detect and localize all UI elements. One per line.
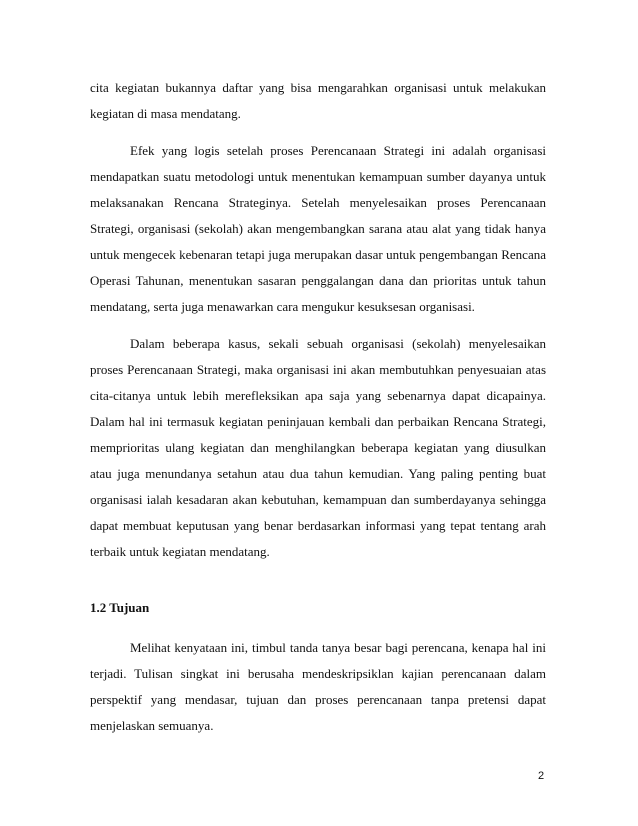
paragraph-strategy-effect: Efek yang logis setelah proses Perencanaan Strategi ini adalah organisasi mendapatkan suatu metodologi untuk menentukan kemampuan sumber dayanya untuk melaksanakan Rencana Strateginya. Setelah menyelesaikan proses Perencanaan Strategi, organisasi (sekolah) akan mengembangkan sarana atau alat yang tidak hanya untuk mengecek kebenaran tetapi juga merupakan dasar untuk pengembangan Rencana Operasi Tahunan, menentukan sasaran penggalangan dana dan prioritas untuk tahun mendatang, serta juga menawarkan cara mengukur kesuksesan organisasi. (90, 143, 546, 314)
paragraph-adjustment: Dalam beberapa kasus, sekali sebuah organisasi (sekolah) menyelesaikan proses Perencanaan Strategi, maka organisasi ini akan membutuhkan penyesuaian atas cita-citanya untuk lebih merefleksikan apa saja yang sebenarnya dapat dicapainya. Dalam hal ini termasuk kegiatan peninjauan kembali dan perbaikan Rencana Strategi, memprioritas ulang kegiatan dan menghilangkan beberapa kegiatan yang diusulkan atau juga menundanya setahun atau dua tahun kemudian. Yang paling penting buat organisasi ialah kesadaran akan kebutuhan, kemampuan dan sumberdayanya sehingga dapat membuat keputusan yang benar berdasarkan informasi yang tepat tentang arah terbaik untuk kegiatan mendatang. (90, 336, 546, 559)
page-number: 2 (538, 770, 545, 782)
page-body (90, 75, 546, 750)
paragraph-purpose: Melihat kenyataan ini, timbul tanda tanya besar bagi perencana, kenapa hal ini terjadi. Tulisan singkat ini berusaha mendeskripsiklan kajian perencanaan dalam perspektif yang mendasar, tujuan dan proses perencanaan tanpa pretensi dapat menjelaskan semuanya. (90, 640, 546, 733)
section-heading: 1.2 Tujuan (90, 600, 150, 615)
paragraph-continuation: cita kegiatan bukannya daftar yang bisa mengarahkan organisasi untuk melakukan kegiatan di masa mendatang. (90, 80, 546, 121)
